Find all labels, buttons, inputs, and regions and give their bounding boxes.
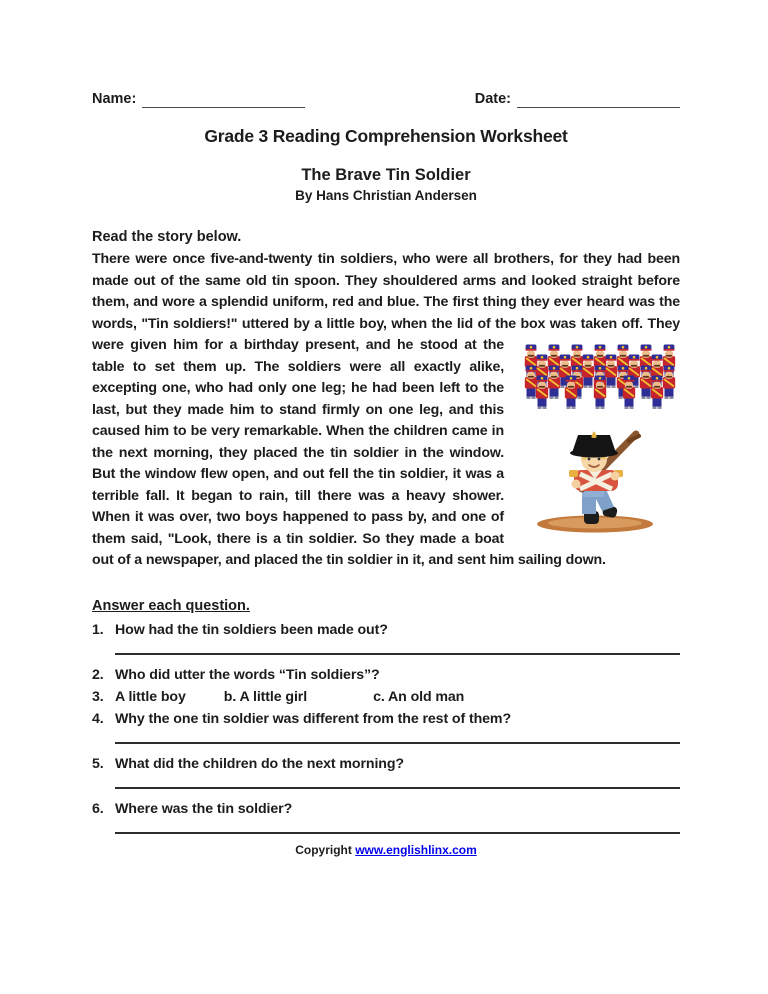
question-5-number: 5. (92, 755, 104, 772)
date-field (475, 90, 680, 108)
story-paragraph (92, 249, 680, 572)
date-label: Date: (474, 91, 511, 107)
question-6-text: Where was the tin soldier? (115, 800, 293, 817)
question-2-text: Who did utter the words “Tin soldiers”? (115, 666, 380, 683)
question-3-option-a: A little boy (115, 688, 186, 705)
answer-line-4 (115, 742, 680, 744)
story-text-part2: present, and he stood at the table to set them up. The soldiers were all exactly alike, excepting one, who had only one leg; he had been left to the last, but they made him to stand firmly on one leg, and this caused him to be very remarkable. When the children came in the next morning, they placed the tin soldier in the window. But the window flew open, and out fell the tin soldier, it was a terrible fall. It began to rain, till there was a heavy shower. When it was over, two boys happened to pass by, and one of them said, "Look, there is a tin soldier. So they made a boat out of a newspaper, and placed the tin soldier in it, and sent him sailing down. (92, 337, 606, 568)
name-field (92, 90, 305, 108)
question-1-text: How had the tin soldiers been made out? (115, 621, 388, 638)
tin-soldiers-group-illustration (520, 338, 680, 417)
question-3 (92, 686, 680, 708)
question-1 (92, 619, 680, 641)
answer-line-5 (115, 787, 680, 789)
question-4-number: 4. (92, 710, 104, 727)
answer-line-6 (115, 832, 680, 834)
story-illustration (514, 338, 680, 541)
question-2-number: 2. (92, 666, 104, 683)
question-3-option-c: c. An old man (373, 688, 465, 705)
answer-line-1 (115, 653, 680, 655)
question-6-number: 6. (92, 800, 104, 817)
copyright-footer (92, 843, 680, 857)
copyright-label: Copyright (295, 842, 356, 857)
name-label: Name: (92, 91, 137, 107)
story-title: The Brave Tin Soldier (301, 166, 471, 184)
question-4 (92, 708, 680, 730)
date-blank-line (517, 93, 680, 108)
name-blank-line (142, 93, 305, 108)
question-5-text: What did the children do the next morning? (115, 755, 404, 772)
question-6 (92, 798, 680, 820)
question-4-text: Why the one tin soldier was different from the rest of them? (115, 710, 512, 727)
name-date-header (92, 88, 680, 108)
read-instruction: Read the story below. (92, 229, 242, 245)
story-author: By Hans Christian Andersen (295, 188, 477, 203)
answer-instruction: Answer each question. (92, 597, 250, 614)
questions-list (92, 619, 680, 834)
worksheet-title: Grade 3 Reading Comprehension Worksheet (204, 126, 568, 146)
tin-soldier-boy-illustration (532, 427, 662, 534)
question-3-number: 3. (92, 688, 104, 705)
question-5 (92, 753, 680, 775)
question-1-number: 1. (92, 621, 104, 638)
question-3-option-b: b. A little girl (223, 688, 308, 705)
story-text-part1: There were once five-and-twenty tin soldiers, who were all brothers, for they had been made out of the same old tin spoon. They shouldered arms and looked straight before them, and wore a splendid uniform, red and blue. The first thing they ever heard was the words, "Tin soldiers!" uttered by a little boy, when the lid of the box was taken off. They were given him for a birthday (92, 251, 680, 353)
englishlinx-link[interactable]: www.englishlinx.com (355, 842, 477, 857)
question-2 (92, 664, 680, 686)
